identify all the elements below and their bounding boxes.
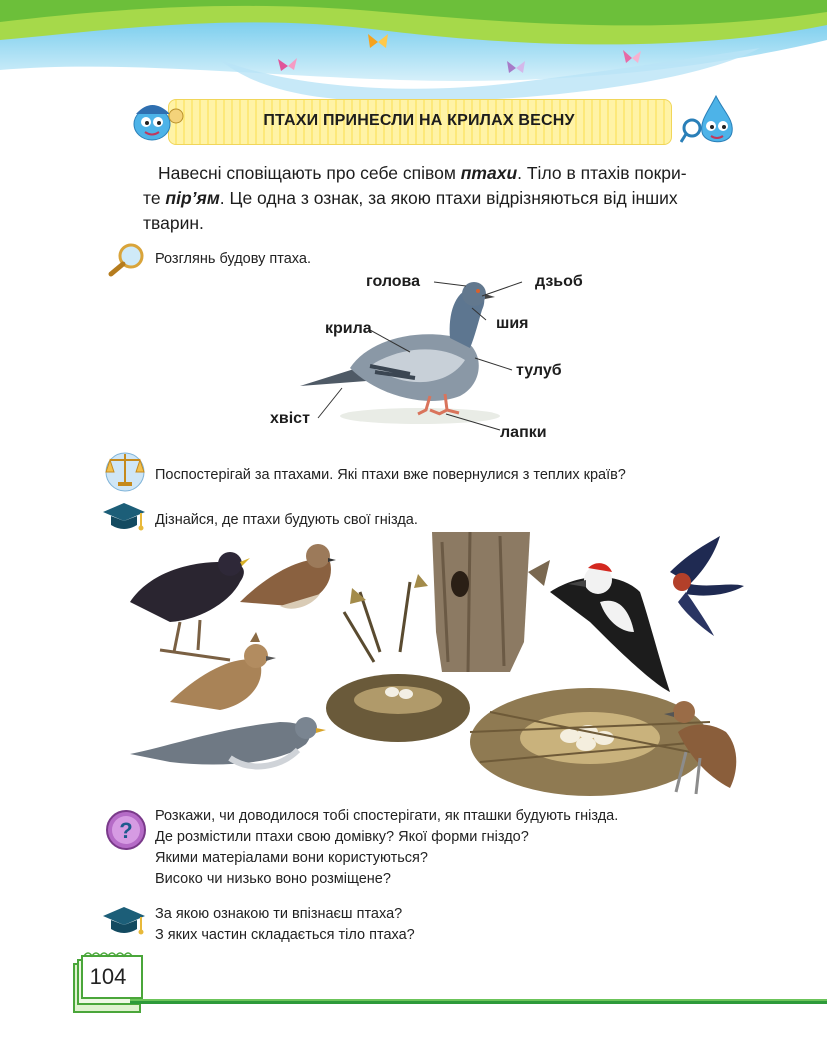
page-title: ПТАХИ ПРИНЕСЛИ НА КРИЛАХ ВЕСНУ [263, 112, 575, 129]
label-legs: лапки [500, 424, 547, 441]
task-tell-line-3: Якими матеріалами вони користуються? [155, 850, 428, 866]
magnifier-icon [105, 242, 147, 278]
mascot-droplet-icon [680, 92, 740, 148]
task-tell-line-2: Де розмістили птахи свою домівку? Якої форми гніздо? [155, 829, 529, 845]
label-beak: дзьоб [535, 273, 583, 290]
mascot-explorer-icon [128, 94, 186, 144]
label-neck: шия [496, 315, 529, 332]
footer-decoration [70, 950, 827, 1020]
scales-icon [102, 448, 148, 492]
birds-nests-illustration [130, 532, 744, 804]
task-tell-line-4: Високо чи низько воно розміщене? [155, 871, 391, 887]
page-number: 104 [89, 964, 127, 989]
graduation-cap-icon [101, 500, 147, 534]
question-line-1: За якою ознакою ти впізнаєш птаха? [155, 906, 403, 922]
intro-line-1: Навесні сповіщають про себе співом птахи. Тіло в птахів покри- [158, 163, 687, 183]
pigeon-diagram [260, 268, 600, 448]
question-icon [104, 808, 148, 852]
label-body: тулуб [516, 362, 562, 379]
task-examine: Розглянь будову птаха. [155, 251, 311, 267]
task-learn: Дізнайся, де птахи будують свої гнізда. [155, 512, 418, 528]
intro-line-2: те пір’ям. Це одна з ознак, за якою птахи відрізняються від інших [143, 188, 678, 208]
task-observe: Поспостерігай за птахами. Які птахи вже повернулися з теплих країв? [155, 467, 626, 483]
question-line-2: З яких частин складається тіло птаха? [155, 927, 415, 943]
intro-line-3: тварин. [143, 213, 204, 233]
label-wings: крила [325, 320, 372, 337]
label-head: голова [366, 273, 421, 290]
svg-text:?: ? [119, 818, 133, 843]
graduation-cap-icon [101, 904, 147, 938]
task-tell-line-1: Розкажи, чи доводилося тобі спостерігати, як пташки будують гнізда. [155, 808, 619, 824]
label-tail: хвіст [270, 410, 310, 427]
